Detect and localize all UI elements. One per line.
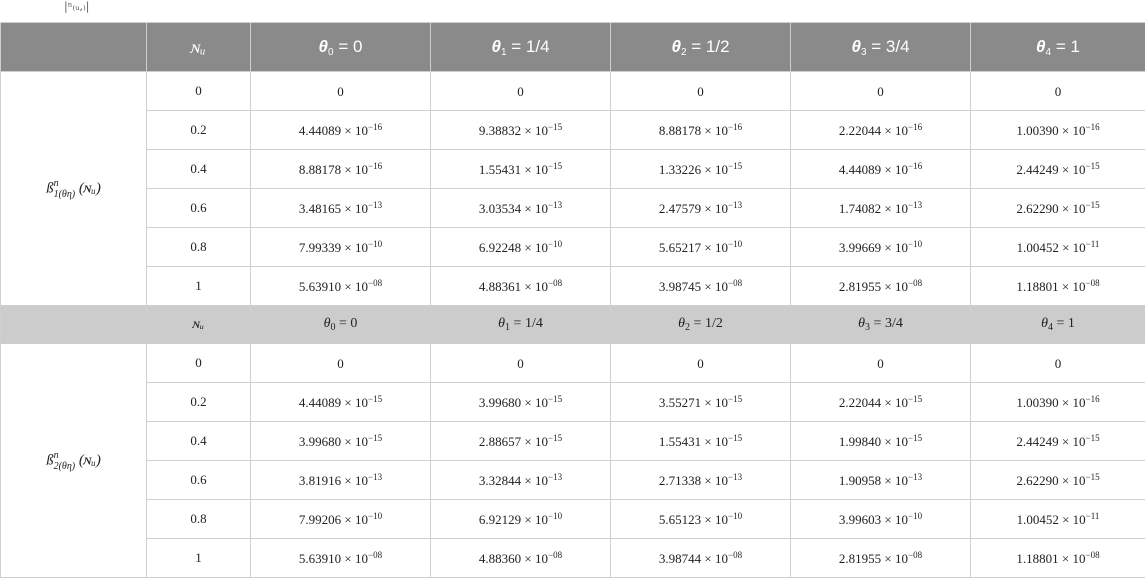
theta-index: 4: [1047, 322, 1053, 333]
theta-value: = 1/2: [690, 316, 723, 331]
nu-cell: 1: [147, 539, 251, 578]
value-mantissa: 2.62290 × 10: [1016, 200, 1086, 216]
theta-index: 0: [330, 322, 336, 333]
value-exponent: −11: [1085, 510, 1100, 521]
theta-index: 1: [505, 322, 511, 333]
value-cell: [431, 500, 611, 539]
nu-cell: 0: [147, 72, 251, 111]
table-row: [1, 422, 1145, 461]
value-exponent: −15: [1085, 471, 1100, 482]
value-exponent: −10: [548, 510, 563, 521]
nu-cell: 1: [147, 267, 251, 306]
value-mantissa: 3.98744 × 10: [658, 550, 728, 566]
value-mantissa: 6.92248 × 10: [478, 239, 548, 255]
theta-value: = 3/4: [870, 316, 903, 331]
table-row: [1, 461, 1145, 500]
value-cell: [431, 539, 611, 578]
value-cell: [971, 72, 1145, 111]
value-mantissa: 0: [1054, 355, 1062, 371]
group-indices: [54, 450, 76, 472]
nu-cell: 0.2: [147, 111, 251, 150]
value-exponent: −16: [1085, 121, 1100, 132]
header-theta-4: [971, 23, 1145, 72]
value-exponent: −13: [728, 199, 743, 210]
value-exponent: −15: [728, 393, 743, 404]
value-exponent: −15: [368, 432, 383, 443]
value-exponent: −11: [1085, 238, 1100, 249]
value-cell: [971, 150, 1145, 189]
theta-value: = 0: [335, 316, 358, 331]
group-sub: 1(θη): [53, 188, 76, 200]
theta-value: = 1: [1051, 36, 1080, 56]
nu-cell: 0.6: [147, 461, 251, 500]
value-cell: [611, 344, 791, 383]
value-mantissa: 5.65217 × 10: [658, 239, 728, 255]
value-exponent: −16: [908, 160, 923, 171]
subheader-theta-2: [611, 306, 791, 344]
value-cell: [251, 111, 431, 150]
table-header: [1, 23, 1145, 72]
theta-value: = 1/4: [506, 36, 550, 56]
value-mantissa: 8.88178 × 10: [658, 122, 728, 138]
theta-index: 3: [860, 46, 867, 58]
value-mantissa: 3.32844 × 10: [478, 472, 548, 488]
error-table: [0, 22, 1145, 578]
value-exponent: −10: [728, 510, 743, 521]
theta-symbol: θ: [1041, 316, 1048, 331]
nu-cell: 0.8: [147, 500, 251, 539]
table-row: [1, 539, 1145, 578]
value-exponent: −15: [1085, 432, 1100, 443]
header-empty-cell: [1, 23, 147, 72]
value-exponent: −08: [368, 549, 383, 560]
value-cell: [611, 189, 791, 228]
value-exponent: −10: [368, 238, 383, 249]
value-cell: [611, 539, 791, 578]
value-mantissa: 1.55431 × 10: [658, 433, 728, 449]
table-caption: |ⁿ₍ᵤ,₎|: [64, 0, 90, 13]
value-exponent: −15: [368, 393, 383, 404]
value-cell: [971, 344, 1145, 383]
table-body: [1, 72, 1145, 578]
value-mantissa: 0: [337, 83, 344, 99]
value-mantissa: 1.00390 × 10: [1016, 394, 1086, 410]
value-cell: [791, 267, 971, 306]
value-exponent: −13: [368, 199, 383, 210]
value-exponent: −08: [1085, 277, 1100, 288]
group-sup: n: [53, 177, 59, 189]
value-exponent: −15: [1085, 199, 1100, 210]
value-exponent: −15: [908, 393, 923, 404]
value-exponent: −08: [728, 549, 743, 560]
value-mantissa: 5.65123 × 10: [658, 511, 728, 527]
header-row: [1, 23, 1145, 72]
value-cell: [251, 422, 431, 461]
theta-value: = 1/2: [686, 36, 730, 56]
value-mantissa: 2.71338 × 10: [658, 472, 728, 488]
value-cell: [611, 461, 791, 500]
value-mantissa: 0: [697, 83, 704, 99]
value-cell: [251, 267, 431, 306]
value-cell: [611, 228, 791, 267]
value-mantissa: 0: [877, 83, 884, 99]
value-mantissa: 1.00452 × 10: [1016, 511, 1086, 527]
value-mantissa: 1.18801 × 10: [1016, 550, 1086, 566]
theta-index: 0: [328, 46, 334, 58]
value-exponent: −16: [1085, 393, 1100, 404]
value-mantissa: 2.44249 × 10: [1016, 161, 1086, 177]
value-cell: [611, 500, 791, 539]
value-mantissa: 0: [337, 355, 344, 371]
value-mantissa: 1.33226 × 10: [658, 161, 728, 177]
value-mantissa: 2.47579 × 10: [658, 200, 728, 216]
value-cell: [251, 500, 431, 539]
value-exponent: −10: [548, 238, 563, 249]
subheader-theta-0: [251, 306, 431, 344]
value-cell: [791, 111, 971, 150]
value-mantissa: 0: [1054, 83, 1062, 99]
value-cell: [791, 228, 971, 267]
value-exponent: −08: [908, 277, 923, 288]
value-cell: [611, 111, 791, 150]
value-cell: [431, 228, 611, 267]
group-arg: (ɴᵤ): [75, 179, 101, 196]
value-cell: [791, 72, 971, 111]
value-cell: [791, 344, 971, 383]
value-exponent: −16: [908, 121, 923, 132]
value-exponent: −08: [548, 277, 563, 288]
value-mantissa: 2.88657 × 10: [478, 433, 548, 449]
header-theta-3: [791, 23, 971, 72]
value-cell: [431, 461, 611, 500]
value-mantissa: 2.81955 × 10: [838, 278, 908, 294]
header-nu: ɴᵤ: [147, 23, 251, 72]
nu-cell: 0.4: [147, 422, 251, 461]
value-exponent: −15: [908, 432, 923, 443]
value-exponent: −15: [728, 432, 743, 443]
value-mantissa: 1.90958 × 10: [838, 472, 908, 488]
value-mantissa: 2.44249 × 10: [1016, 433, 1086, 449]
value-cell: [251, 383, 431, 422]
theta-symbol: θ: [318, 36, 329, 56]
value-exponent: −10: [368, 510, 383, 521]
value-cell: [971, 383, 1145, 422]
value-mantissa: 1.74082 × 10: [838, 200, 908, 216]
value-exponent: −15: [728, 160, 743, 171]
value-mantissa: 1.55431 × 10: [478, 161, 548, 177]
theta-value: = 1/4: [510, 316, 543, 331]
nu-cell: 0.6: [147, 189, 251, 228]
value-cell: [251, 539, 431, 578]
value-mantissa: 0: [517, 355, 524, 371]
value-mantissa: 2.22044 × 10: [838, 122, 908, 138]
group-symbol: ß: [46, 451, 54, 468]
value-mantissa: 3.99669 × 10: [838, 239, 908, 255]
value-mantissa: 4.44089 × 10: [298, 394, 368, 410]
value-cell: [611, 267, 791, 306]
value-exponent: −13: [548, 471, 563, 482]
table-row: [1, 228, 1145, 267]
value-exponent: −15: [1085, 160, 1100, 171]
value-cell: [431, 344, 611, 383]
value-exponent: −15: [548, 432, 563, 443]
group-label: [1, 72, 147, 306]
value-exponent: −13: [368, 471, 383, 482]
value-exponent: −16: [368, 121, 383, 132]
value-exponent: −08: [368, 277, 383, 288]
value-cell: [791, 383, 971, 422]
nu-cell: 0: [147, 344, 251, 383]
value-cell: [611, 422, 791, 461]
table-row: [1, 267, 1145, 306]
value-mantissa: 2.81955 × 10: [838, 550, 908, 566]
value-exponent: −08: [1085, 549, 1100, 560]
subheader-theta-4: [971, 306, 1145, 344]
theta-value: = 3/4: [866, 36, 910, 56]
value-cell: [791, 422, 971, 461]
value-cell: [791, 500, 971, 539]
table-row: [1, 150, 1145, 189]
value-exponent: −13: [728, 471, 743, 482]
value-mantissa: 3.99603 × 10: [838, 511, 908, 527]
value-mantissa: 0: [877, 355, 884, 371]
theta-value: = 0: [333, 36, 363, 56]
value-cell: [971, 461, 1145, 500]
value-cell: [791, 461, 971, 500]
value-mantissa: 3.55271 × 10: [658, 394, 728, 410]
value-cell: [431, 422, 611, 461]
value-cell: [251, 72, 431, 111]
value-cell: [251, 461, 431, 500]
value-mantissa: 9.38832 × 10: [478, 122, 548, 138]
group-indices: [54, 178, 76, 200]
value-mantissa: 3.98745 × 10: [658, 278, 728, 294]
subheader-theta-3: [791, 306, 971, 344]
group-sub: 2(θη): [53, 460, 76, 472]
value-cell: [251, 228, 431, 267]
value-cell: [251, 189, 431, 228]
table-row: [1, 189, 1145, 228]
subheader-nu: ɴᵤ: [147, 306, 251, 344]
value-mantissa: 1.18801 × 10: [1016, 278, 1086, 294]
theta-symbol: θ: [1036, 36, 1046, 56]
value-exponent: −08: [548, 549, 563, 560]
value-exponent: −10: [908, 238, 923, 249]
value-cell: [431, 189, 611, 228]
value-mantissa: 3.99680 × 10: [478, 394, 548, 410]
theta-symbol: θ: [491, 36, 501, 56]
table-row: [1, 500, 1145, 539]
subheader-row: [1, 306, 1145, 344]
value-exponent: −15: [548, 393, 563, 404]
theta-symbol: θ: [671, 36, 681, 56]
value-exponent: −13: [548, 199, 563, 210]
theta-symbol: θ: [323, 316, 331, 331]
theta-symbol: θ: [851, 36, 861, 56]
value-cell: [431, 72, 611, 111]
value-mantissa: 4.88361 × 10: [478, 278, 548, 294]
theta-symbol: θ: [498, 316, 506, 331]
value-mantissa: 1.00452 × 10: [1016, 239, 1086, 255]
nu-cell: 0.8: [147, 228, 251, 267]
value-mantissa: 5.63910 × 10: [298, 550, 368, 566]
value-cell: [971, 539, 1145, 578]
value-exponent: −10: [908, 510, 923, 521]
table-row: [1, 72, 1145, 111]
theta-index: 2: [680, 46, 687, 58]
value-exponent: −13: [908, 199, 923, 210]
value-exponent: −08: [728, 277, 743, 288]
value-cell: [971, 500, 1145, 539]
theta-index: 3: [865, 322, 871, 333]
value-exponent: −16: [728, 121, 743, 132]
value-cell: [431, 383, 611, 422]
value-mantissa: 4.44089 × 10: [838, 161, 908, 177]
value-mantissa: 8.88178 × 10: [298, 161, 368, 177]
value-exponent: −16: [368, 160, 383, 171]
nu-cell: 0.2: [147, 383, 251, 422]
value-mantissa: 4.44089 × 10: [298, 122, 368, 138]
value-exponent: −13: [908, 471, 923, 482]
group-arg: (ɴᵤ): [75, 451, 101, 468]
header-theta-0: [251, 23, 431, 72]
subheader-empty-cell: [1, 306, 147, 344]
subheader-theta-1: [431, 306, 611, 344]
value-cell: [971, 267, 1145, 306]
value-mantissa: 7.99339 × 10: [298, 239, 368, 255]
table-row: [1, 111, 1145, 150]
theta-symbol: θ: [678, 316, 686, 331]
value-cell: [431, 267, 611, 306]
value-cell: [431, 111, 611, 150]
value-mantissa: 5.63910 × 10: [298, 278, 368, 294]
value-exponent: −10: [728, 238, 743, 249]
value-cell: [431, 150, 611, 189]
header-theta-2: [611, 23, 791, 72]
theta-symbol: θ: [858, 316, 866, 331]
value-cell: [791, 539, 971, 578]
value-exponent: −08: [908, 549, 923, 560]
theta-value: = 1: [1052, 316, 1075, 331]
value-mantissa: 7.99206 × 10: [298, 511, 368, 527]
table-row: [1, 383, 1145, 422]
value-mantissa: 0: [697, 355, 704, 371]
value-cell: [611, 150, 791, 189]
value-cell: [251, 150, 431, 189]
value-mantissa: 1.00390 × 10: [1016, 122, 1086, 138]
value-mantissa: 3.81916 × 10: [298, 472, 368, 488]
value-cell: [251, 344, 431, 383]
value-cell: [791, 150, 971, 189]
table-row: [1, 344, 1145, 383]
header-theta-1: [431, 23, 611, 72]
value-mantissa: 2.22044 × 10: [838, 394, 908, 410]
value-mantissa: 3.99680 × 10: [298, 433, 368, 449]
theta-index: 1: [500, 46, 507, 58]
value-mantissa: 3.03534 × 10: [478, 200, 548, 216]
value-cell: [971, 422, 1145, 461]
group-symbol: ß: [46, 179, 54, 196]
theta-index: 2: [685, 322, 691, 333]
group-label: [1, 344, 147, 578]
group-sup: n: [53, 449, 59, 461]
value-mantissa: 2.62290 × 10: [1016, 472, 1086, 488]
value-cell: [611, 383, 791, 422]
value-mantissa: 1.99840 × 10: [838, 433, 908, 449]
value-cell: [971, 189, 1145, 228]
value-exponent: −15: [548, 160, 563, 171]
theta-index: 4: [1045, 46, 1052, 58]
value-exponent: −15: [548, 121, 563, 132]
nu-cell: 0.4: [147, 150, 251, 189]
value-cell: [971, 111, 1145, 150]
value-mantissa: 4.88360 × 10: [478, 550, 548, 566]
value-mantissa: 6.92129 × 10: [478, 511, 548, 527]
value-mantissa: 3.48165 × 10: [298, 200, 368, 216]
value-cell: [971, 228, 1145, 267]
value-cell: [611, 72, 791, 111]
value-cell: [791, 189, 971, 228]
value-mantissa: 0: [517, 83, 524, 99]
